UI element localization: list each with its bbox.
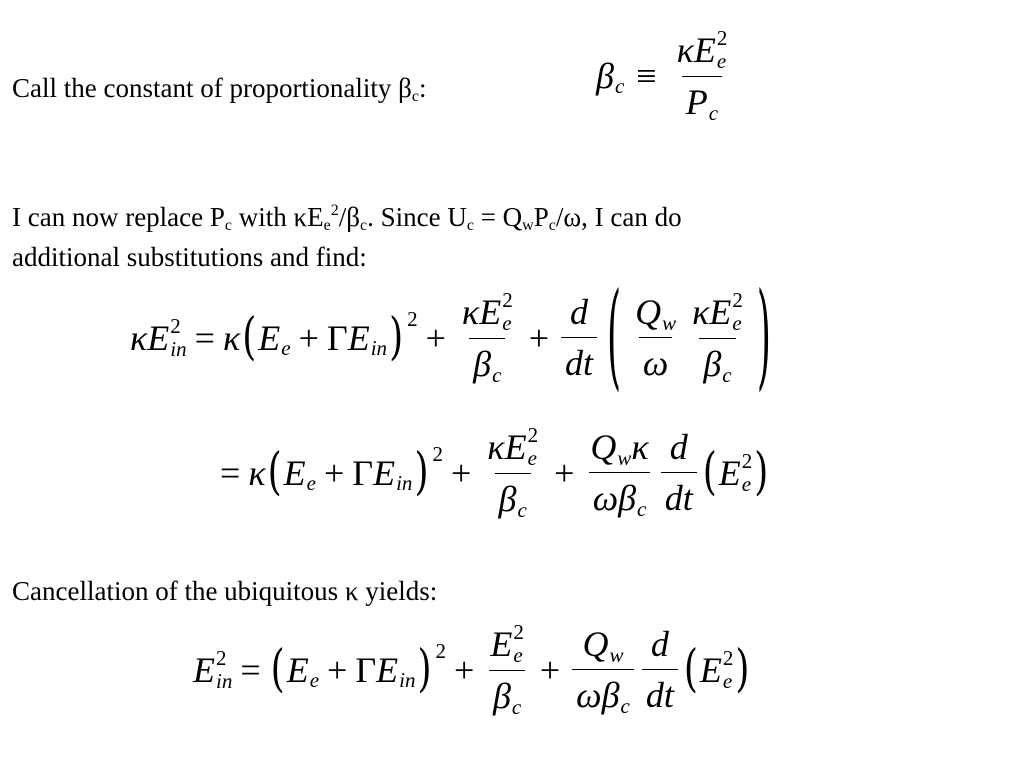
equation-1: κ E 2 in = κ ( E e + Γ E in ) 2 + κ E 2 e β c + $\frac{d}{dt}$ ( Q w ω κ E 2 e β c ) xyxy=(130,271,771,404)
beta-definition-equation: β c ≡ κ E 2 e P c xyxy=(596,28,735,123)
equation-3: E 2 in = ( E e + Γ E in ) 2 + E 2 e β c + Q w ω β c $\frac{d}{dt}$ ( E 2 e ) xyxy=(193,620,750,719)
definition-fraction: κ E 2 e P c xyxy=(676,26,728,125)
equation-2: = κ ( E e + Γ E in ) 2 + κ E 2 e β c + Q w κ ω β c $\frac{d}{dt}$ ( E 2 e ) xyxy=(220,423,769,522)
intro-text: Call the constant of proportionality $\beta_c$: xyxy=(12,73,427,105)
substitution-paragraph-line-2: additional substitutions and find: xyxy=(12,242,367,272)
substitution-paragraph-line-1: I can now replace $P_c$ with $\kappa E_e^2/\beta_c$. Since $U_c = Q_wP_c/\omega$, I can do xyxy=(12,202,682,234)
cancellation-text: Cancellation of the ubiquitous κ yields: xyxy=(12,576,438,606)
